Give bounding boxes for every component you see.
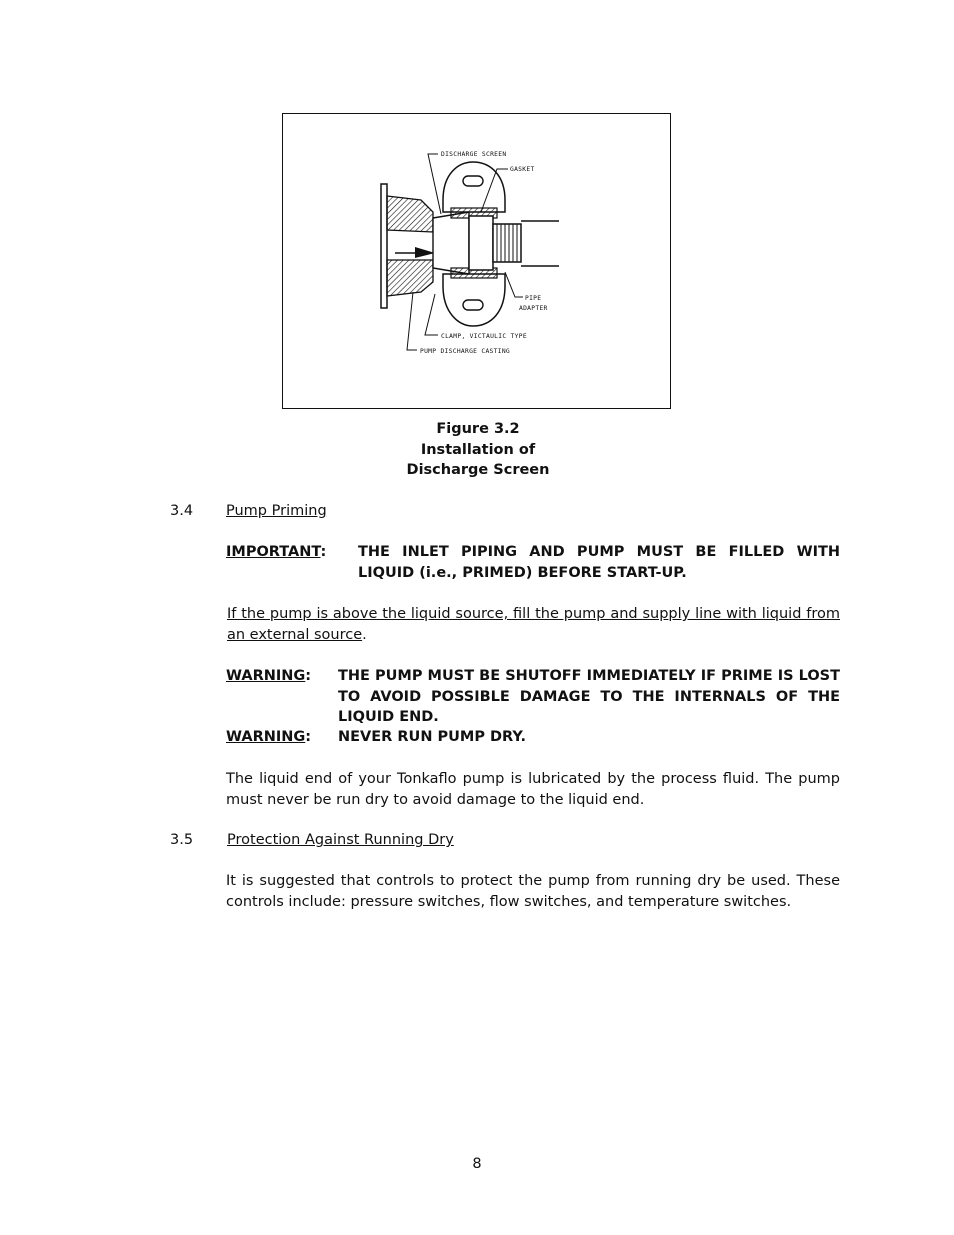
pipe-adapter (469, 216, 493, 270)
important-text: THE INLET PIPING AND PUMP MUST BE FILLED WITH LIQUID (i.e., PRIMED) BEFORE START-UP. (358, 544, 840, 581)
section-3-5-number: 3.5 (170, 832, 194, 848)
warning-2-label-wrap (226, 727, 311, 748)
label-pipe: PIPE (525, 295, 542, 302)
flow-arrow-icon (415, 247, 435, 258)
label-discharge-screen: DISCHARGE SCREEN (441, 151, 507, 158)
figure-caption (330, 419, 626, 481)
page-number: 8 (472, 1156, 482, 1172)
priming-note-underlined: If the pump is above the liquid source, fill the pump and supply line with liquid from an external source (227, 606, 840, 643)
section-3-4-title: Pump Priming (226, 503, 327, 519)
priming-note-end: . (362, 626, 367, 643)
warning-2-label: WARNING (226, 729, 306, 745)
warning-2-text: NEVER RUN PUMP DRY. (338, 729, 527, 745)
casting-top (387, 196, 433, 232)
casting-bottom (387, 260, 433, 296)
label-gasket: GASKET (510, 166, 535, 173)
warning-1-colon: : (305, 668, 312, 684)
important-label-wrap (226, 542, 326, 563)
warning-1-text: THE PUMP MUST BE SHUTOFF IMMEDIATELY IF PRIME IS LOST TO AVOID POSSIBLE DAMAGE TO THE INTERNALS OF THE LIQUID END. (338, 668, 840, 725)
caption-line-3: Discharge Screen (406, 462, 550, 478)
important-colon: : (320, 544, 327, 560)
label-adapter: ADAPTER (519, 305, 548, 312)
section-3-5-title: Protection Against Running Dry (227, 832, 454, 848)
caption-line-2: Installation of (420, 441, 536, 458)
figure-frame (282, 113, 671, 409)
important-label: IMPORTANT (226, 544, 321, 560)
priming-note (227, 604, 840, 645)
warning-2-colon: : (305, 729, 312, 745)
caption-line-1: Figure 3.2 (436, 421, 520, 437)
protection-paragraph: It is suggested that controls to protect the pump from running dry be used. These controls include: pressure switches, flow switches, and temperature switches. (226, 873, 840, 910)
warning-1-label: WARNING (226, 668, 306, 684)
lubrication-paragraph: The liquid end of your Tonkaflo pump is lubricated by the process fluid. The pump must never be run dry to avoid damage to the liquid end. (226, 771, 840, 808)
screen-cone (433, 212, 469, 274)
label-clamp: CLAMP, VICTAULIC TYPE (441, 333, 527, 340)
clamp-top (443, 162, 505, 212)
discharge-screen-diagram (283, 114, 672, 410)
warning-1-label-wrap (226, 666, 311, 687)
label-casting: PUMP DISCHARGE CASTING (420, 348, 511, 355)
flange-plate (381, 184, 387, 308)
section-3-4-number: 3.4 (170, 503, 194, 519)
